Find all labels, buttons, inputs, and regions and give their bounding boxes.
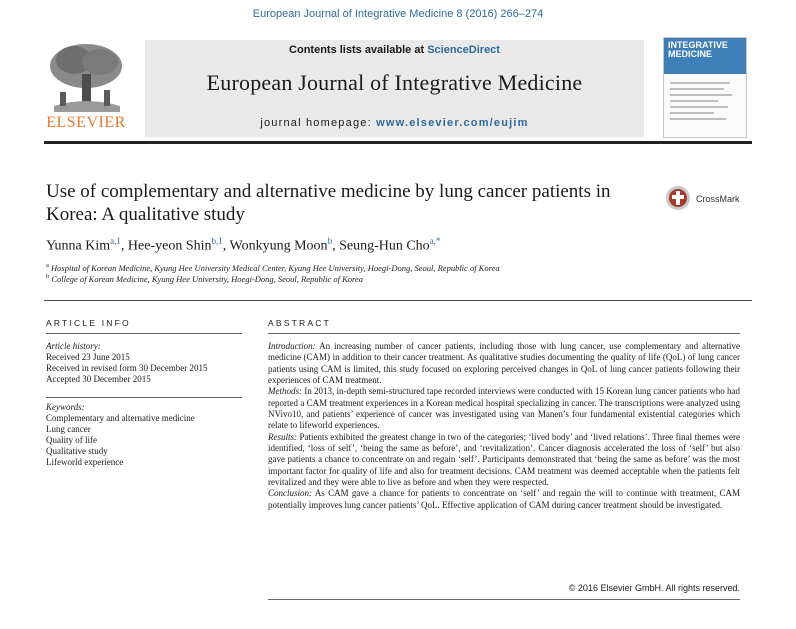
cover-title: INTEGRATIVE MEDICINE <box>668 40 728 59</box>
abstract-body <box>268 341 740 511</box>
cover-text-line <box>670 100 718 102</box>
keyword-item: Complementary and alternative medicine <box>46 413 195 423</box>
revised-date: Received in revised form 30 December 2015 <box>46 363 208 373</box>
received-date: Received 23 June 2015 <box>46 352 130 362</box>
section-divider <box>44 300 752 301</box>
methods-label: Methods: <box>268 386 302 397</box>
elsevier-wordmark: ELSEVIER <box>46 114 126 131</box>
keyword-item: Lung cancer <box>46 424 91 434</box>
author-affiliation-mark[interactable]: a,* <box>429 236 441 246</box>
journal-title: European Journal of Integrative Medicine <box>206 70 583 95</box>
keywords-label: Keywords: <box>46 402 85 412</box>
sciencedirect-link[interactable]: ScienceDirect <box>427 44 500 56</box>
abstract-heading: ABSTRACT <box>268 318 331 328</box>
abstract-methods <box>268 386 740 431</box>
cover-text-line <box>670 88 724 90</box>
keyword-item: Qualitative study <box>46 446 108 456</box>
crossmark-badge[interactable] <box>665 185 755 213</box>
author-name[interactable]: Seung-Hun Cho <box>339 238 430 254</box>
contents-available-line <box>145 44 644 56</box>
cover-text-line <box>670 106 728 108</box>
cover-text-line <box>670 112 714 114</box>
abstract-rule <box>268 333 740 334</box>
article-history <box>46 341 207 385</box>
author-name[interactable]: Wonkyung Moon <box>229 238 328 254</box>
introduction-text: An increasing number of cancer patients, including those with lung cancer, use complementary and alternative medicine (CAM) in addition to their cancer treatment. As qualitative studies documenting the quality of life (QoL) of lung cancer patients using CAM is limited, this study focused on exploring perceived changes in QoL of lung cancer patients following their experiences of CAM treatment. <box>268 341 740 386</box>
author-affiliation-mark[interactable]: a,1 <box>110 236 121 246</box>
author-name[interactable]: Hee-yeon Shin <box>127 238 212 254</box>
keyword-item: Lifeworld experience <box>46 457 124 467</box>
results-label: Results: <box>268 431 297 442</box>
article-info-rule <box>46 397 242 398</box>
methods-text: In 2013, in-depth semi-structured tape recorded interviews were conducted with 15 Korean lung cancer patients who had reported a CAM treatment experiences in a Korean medical hospital specializing in cancer. The transcriptions were analyzed using NVivo10, and patients’ experience of cancer was investigated using van Manen’s four fundamental existential categories which relate to lifeworld experiences. <box>268 386 740 431</box>
author-affiliation-mark[interactable]: b <box>327 236 333 246</box>
homepage-url-link[interactable]: www.elsevier.com/eujim <box>376 117 529 129</box>
history-label: Article history: <box>46 341 101 351</box>
cover-text-line <box>670 82 730 84</box>
affiliation-text: Hospital of Korean Medicine, Kyung Hee University Medical Center, Kyung Hee University, Hoegi-Dong, Seoul, Republic of Korea <box>51 262 500 273</box>
accepted-date: Accepted 30 December 2015 <box>46 374 151 384</box>
article-info-rule <box>46 333 242 334</box>
article-title: Use of complementary and alternative medicine by lung cancer patients in Korea: A qualitative study <box>46 181 611 225</box>
article-info-heading: ARTICLE INFO <box>46 318 131 328</box>
journal-cover-thumbnail[interactable] <box>663 37 747 138</box>
copyright-notice: © 2016 Elsevier GmbH. All rights reserved. <box>568 583 740 593</box>
abstract-results <box>268 432 740 489</box>
results-text: Patients exhibited the greatest change in two of the categories; ‘lived body’ and ‘lived relations’. Three final themes were identified, ‘loss of self’, ‘being the same as before’, and ‘revitalization’. Cancer diagnosis accelerated the loss of ‘self’ but also gave patients a chance to concentrate on and regain ‘self’. Participants demonstrated that ‘being the same as before’ was the most important factor for quality of life and also for treatment decisions. CAM treatment was deemed acceptable when the patients felt revitalized and they were able to live as before and when they were respected. <box>268 431 741 488</box>
cover-text-line <box>670 94 732 96</box>
affiliation-mark: b <box>46 273 50 280</box>
journal-reference-link[interactable]: European Journal of Integrative Medicine 8 (2016) 266–274 <box>252 8 544 20</box>
crossmark-icon <box>665 185 691 211</box>
abstract-conclusion <box>268 488 740 511</box>
contents-prefix: Contents lists available at <box>289 44 425 56</box>
conclusion-label: Conclusion: <box>268 488 312 499</box>
header-divider <box>44 141 752 144</box>
cover-text-line <box>670 118 726 120</box>
keywords-block <box>46 402 195 468</box>
affiliation-mark: a <box>46 262 49 269</box>
journal-homepage-line <box>145 117 644 129</box>
author-name[interactable]: Yunna Kim <box>46 238 111 254</box>
abstract-bottom-rule <box>268 599 740 600</box>
affiliation-text: College of Korean Medicine, Kyung Hee University, Hoegi-Dong, Seoul, Republic of Korea <box>51 273 364 284</box>
abstract-introduction <box>268 341 740 386</box>
crossmark-label: CrossMark <box>696 194 740 204</box>
affiliation-item <box>46 273 363 284</box>
introduction-label: Introduction: <box>268 341 316 351</box>
affiliation-item <box>46 262 500 273</box>
author-affiliation-mark[interactable]: b,1 <box>211 236 223 246</box>
conclusion-text: As CAM gave a chance for patients to concentrate on ‘self’ and regain the will to continue with treatment, CAM potentially improves lung cancer patients’ QoL. Effective application of CAM during cancer treatment should be investigated. <box>268 488 740 510</box>
author-list: Yunna Kim$^{a,1}$, Hee-yeon Shin$^{b,1}$, Wonkyung Moon$^b$, Seung-Hun Cho$^{a,*}$ <box>46 236 441 254</box>
keyword-item: Quality of life <box>46 435 97 445</box>
homepage-label: journal homepage: <box>260 117 372 129</box>
